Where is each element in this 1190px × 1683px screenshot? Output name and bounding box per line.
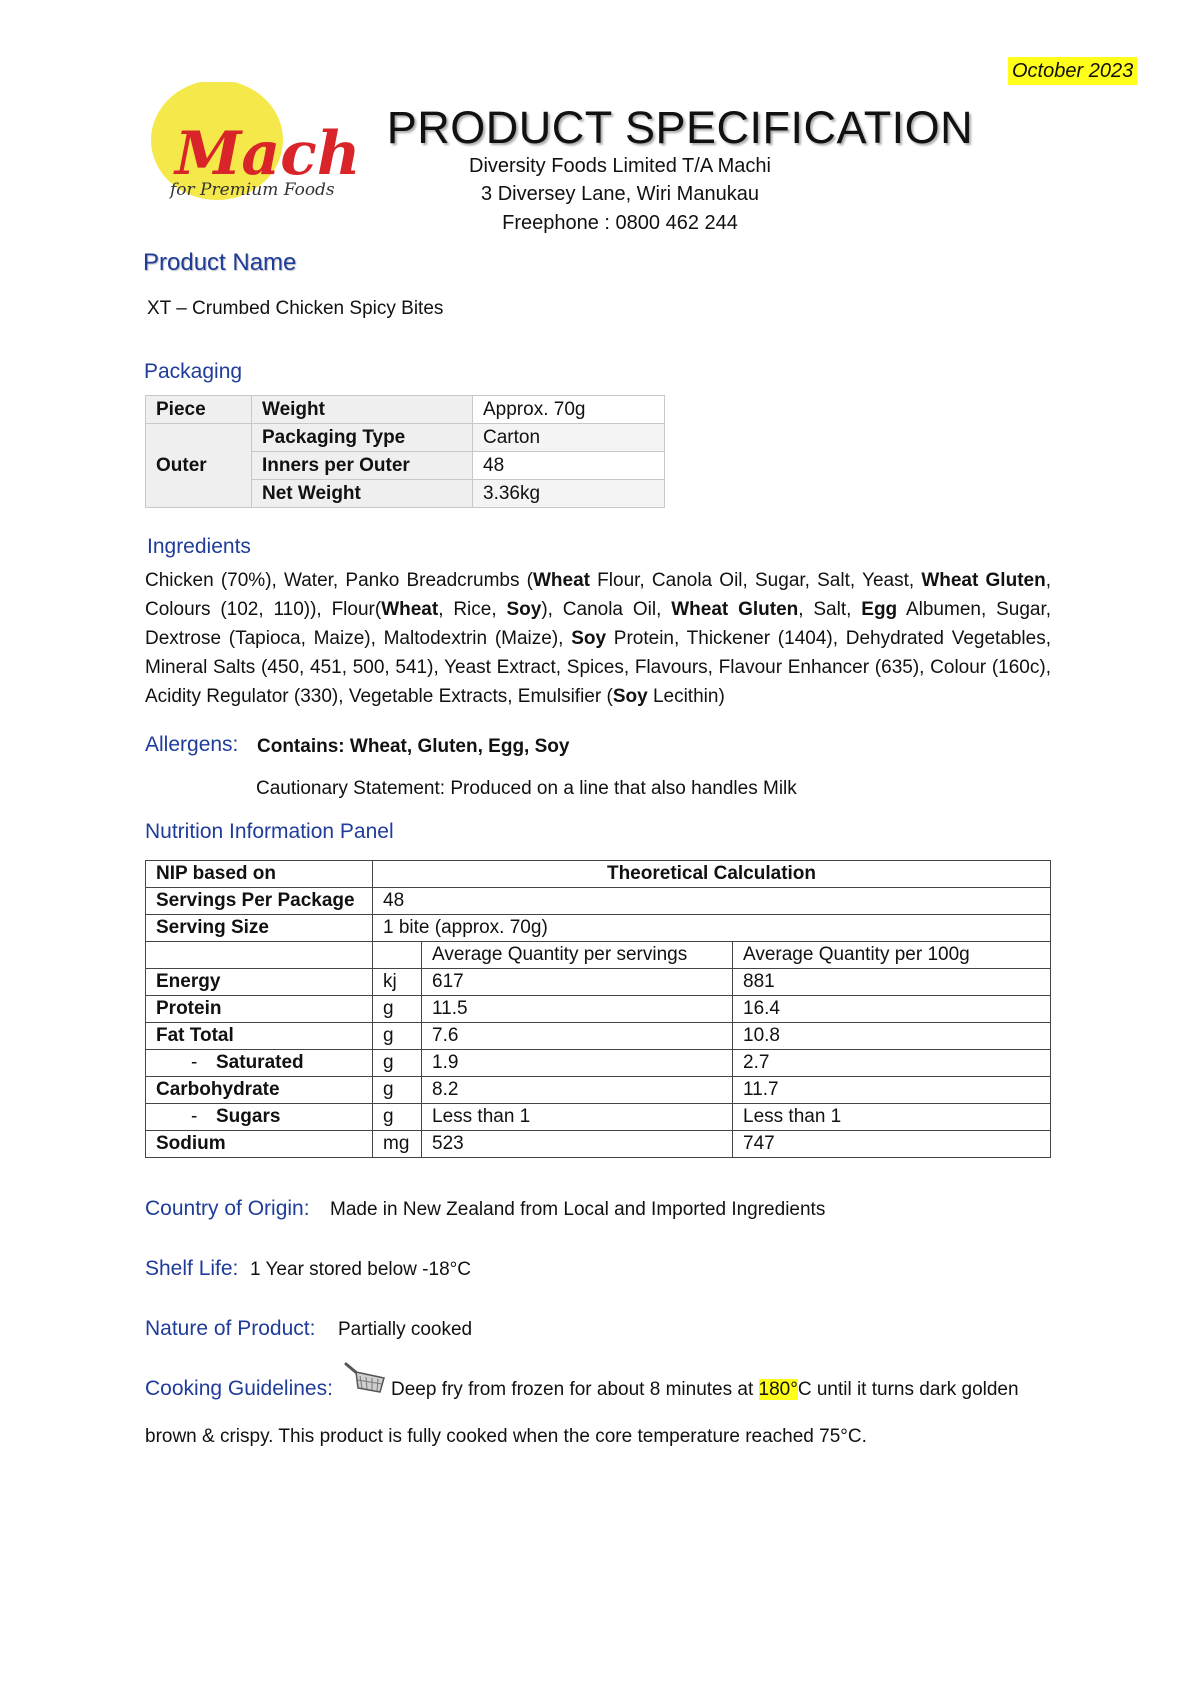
table-row (146, 888, 1051, 915)
sub-item-dash: - (191, 1106, 198, 1127)
table-row (146, 996, 1051, 1023)
nutrient-unit: g (373, 1050, 422, 1077)
cooking-text-part2: C until it turns dark golden (797, 1379, 1019, 1400)
shelf-life-value: 1 Year stored below -18°C (250, 1259, 471, 1280)
nutrient-per-serving: 1.9 (422, 1050, 733, 1077)
table-row (146, 396, 665, 424)
nip-based-on-value: Theoretical Calculation (373, 861, 1051, 888)
packaging-row-label: Weight (252, 396, 473, 424)
table-row (146, 915, 1051, 942)
table-row (146, 1023, 1051, 1050)
nutrient-label: Carbohydrate (156, 1079, 280, 1100)
packaging-heading: Packaging (144, 360, 243, 383)
nutrient-unit: mg (373, 1131, 422, 1158)
col-per-serving-header: Average Quantity per servings (422, 942, 733, 969)
ingredients-text (145, 566, 1051, 711)
nutrient-unit: kj (373, 969, 422, 996)
table-row (146, 1104, 1051, 1131)
nutrient-name (146, 1023, 373, 1050)
nutrient-per-serving: 11.5 (422, 996, 733, 1023)
ingredient-text: , Salt, (798, 599, 862, 620)
ingredient-text: Protein, Thickener (1404), Dehydrated Vegetables, Mineral Salts (450, 451, 500, 541), Yeast Extract, Spices, Flavours, Flavour Enhancer (635), Colour (160c), Acidity Regulator (330), Vegetable Extracts, Emulsifier ( (145, 628, 1051, 707)
empty-cell (146, 942, 373, 969)
nutrient-name (146, 996, 373, 1023)
empty-cell (373, 942, 422, 969)
ingredient-text: Chicken (70%), Water, Panko Breadcrumbs ( (145, 570, 533, 591)
packaging-row-label: Net Weight (252, 480, 473, 508)
table-row (146, 861, 1051, 888)
origin-value: Made in New Zealand from Local and Imported Ingredients (330, 1199, 826, 1220)
nutrient-name (146, 1050, 373, 1077)
ingredient-allergen-bold: Soy (506, 599, 542, 620)
serving-size-value: 1 bite (approx. 70g) (373, 915, 1051, 942)
packaging-row-value: Carton (473, 424, 665, 452)
nutrient-name (146, 1131, 373, 1158)
nutrient-per-serving: Less than 1 (422, 1104, 733, 1131)
sub-item-dash: - (191, 1052, 198, 1073)
table-row (146, 942, 1051, 969)
nutrient-label: Sugars (216, 1106, 281, 1127)
ingredient-allergen-bold: Wheat (381, 599, 439, 620)
nature-value: Partially cooked (338, 1319, 473, 1340)
table-row (146, 1077, 1051, 1104)
cooking-temperature-highlight: 180° (758, 1379, 798, 1400)
table-row (146, 1131, 1051, 1158)
nip-based-on-label: NIP based on (146, 861, 373, 888)
ingredient-text: Flour, Canola Oil, Sugar, Salt, Yeast, (589, 570, 922, 591)
allergens-heading: Allergens: (145, 733, 239, 756)
ingredients-heading: Ingredients (147, 535, 251, 558)
outer-label: Outer (146, 424, 252, 508)
ingredient-allergen-bold: Egg (861, 599, 898, 620)
nip-heading: Nutrition Information Panel (145, 820, 394, 843)
cautionary-statement: Cautionary Statement: Produced on a line that also handles Milk (256, 778, 797, 799)
cooking-instructions-line1 (391, 1377, 1019, 1403)
cooking-text-part1: Deep fry from frozen for about 8 minutes at (391, 1379, 759, 1400)
servings-label: Servings Per Package (146, 888, 373, 915)
document-date: October 2023 (1008, 57, 1137, 85)
ingredient-text: Albumen, Sugar, Dextrose (Tapioca, Maize), Maltodextrin (Maize), (145, 599, 1052, 649)
table-row (146, 1050, 1051, 1077)
ingredient-allergen-bold: Wheat Gluten (671, 599, 799, 620)
origin-heading: Country of Origin: (145, 1197, 310, 1220)
nutrient-unit: g (373, 1023, 422, 1050)
ingredient-text: Lecithin) (647, 686, 725, 707)
nutrient-per-100g: 747 (733, 1131, 1051, 1158)
nutrient-per-100g: Less than 1 (733, 1104, 1051, 1131)
packaging-row-value: 3.36kg (473, 480, 665, 508)
packaging-row-value: 48 (473, 452, 665, 480)
ingredient-text: , Colours (102, 110)), Flour( (145, 570, 1051, 620)
servings-value: 48 (373, 888, 1051, 915)
piece-label: Piece (146, 396, 252, 424)
packaging-row-value: Approx. 70g (473, 396, 665, 424)
nutrition-table (145, 860, 1051, 1158)
col-per-100g-header: Average Quantity per 100g (733, 942, 1051, 969)
cooking-instructions-line2: brown & crispy. This product is fully cooked when the core temperature reached 75°C. (145, 1426, 867, 1447)
logo-tagline-text: for Premium Foods (170, 180, 335, 200)
nutrient-unit: g (373, 1077, 422, 1104)
table-row (146, 424, 665, 452)
nutrient-label: Sodium (156, 1133, 226, 1154)
allergens-contains: Contains: Wheat, Gluten, Egg, Soy (257, 736, 570, 757)
nutrient-per-100g: 11.7 (733, 1077, 1051, 1104)
fryer-basket-icon (344, 1362, 386, 1401)
ingredient-text: ), Canola Oil, (541, 599, 672, 620)
nutrient-label: Energy (156, 971, 221, 992)
nutrient-per-100g: 881 (733, 969, 1051, 996)
ingredient-allergen-bold: Soy (571, 628, 607, 649)
ingredient-allergen-bold: Wheat (532, 570, 590, 591)
product-name-heading: Product Name (143, 249, 297, 276)
nutrient-per-serving: 523 (422, 1131, 733, 1158)
ingredient-allergen-bold: Soy (612, 686, 648, 707)
company-address: 3 Diversey Lane, Wiri Manukau (481, 183, 759, 205)
nutrient-per-serving: 8.2 (422, 1077, 733, 1104)
nutrient-per-100g: 16.4 (733, 996, 1051, 1023)
nutrient-unit: g (373, 1104, 422, 1131)
nutrient-label: Protein (156, 998, 222, 1019)
nutrient-per-serving: 617 (422, 969, 733, 996)
machi-logo (145, 82, 360, 212)
nutrient-label: Fat Total (156, 1025, 234, 1046)
table-row (146, 969, 1051, 996)
logo-brand-text: Mach (175, 119, 360, 189)
nutrient-per-100g: 10.8 (733, 1023, 1051, 1050)
nutrient-unit: g (373, 996, 422, 1023)
packaging-table (145, 395, 665, 508)
serving-size-label: Serving Size (146, 915, 373, 942)
nature-heading: Nature of Product: (145, 1317, 316, 1340)
packaging-row-label: Inners per Outer (252, 452, 473, 480)
nutrient-label: Saturated (216, 1052, 304, 1073)
cooking-heading: Cooking Guidelines: (145, 1377, 333, 1400)
company-name: Diversity Foods Limited T/A Machi (469, 155, 771, 177)
nutrient-name (146, 1104, 373, 1131)
nutrient-name (146, 1077, 373, 1104)
ingredient-allergen-bold: Wheat Gluten (921, 570, 1046, 591)
nutrient-name (146, 969, 373, 996)
company-phone: Freephone : 0800 462 244 (502, 212, 738, 234)
product-name-value: XT – Crumbed Chicken Spicy Bites (147, 298, 444, 319)
shelf-life-heading: Shelf Life: (145, 1257, 239, 1280)
ingredient-text: , Rice, (438, 599, 507, 620)
packaging-row-label: Packaging Type (252, 424, 473, 452)
nutrient-per-100g: 2.7 (733, 1050, 1051, 1077)
page-title: PRODUCT SPECIFICATION (386, 102, 974, 153)
nutrient-per-serving: 7.6 (422, 1023, 733, 1050)
